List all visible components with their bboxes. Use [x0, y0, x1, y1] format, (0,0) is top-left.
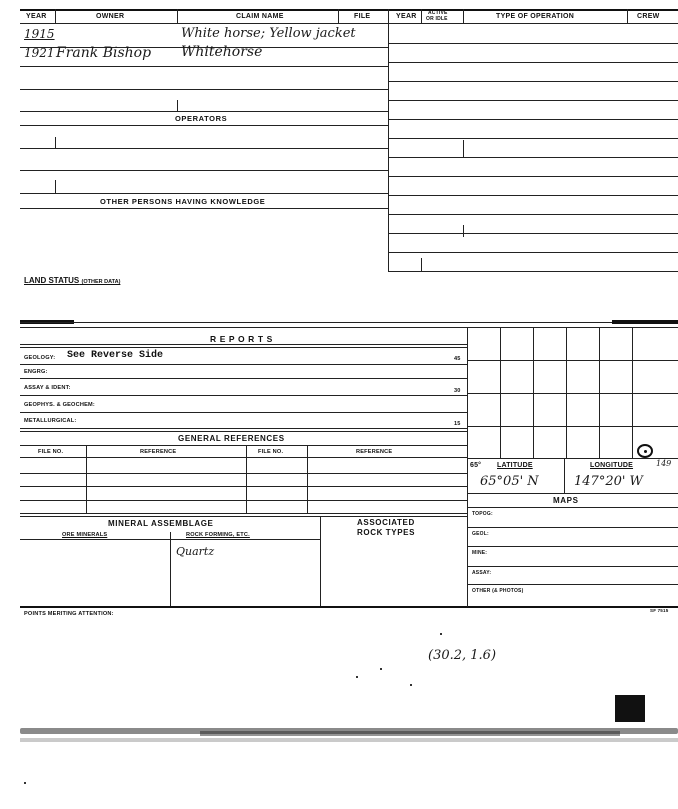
rock-forming-label: ROCK FORMING, ETC. [186, 532, 250, 538]
report-metallurgical-num: 15 [454, 421, 461, 427]
ref-header-file-no-2: FILE NO. [258, 449, 284, 455]
col-header-or-idle: OR IDLE [426, 16, 448, 22]
mineral-assemblage-title: MINERAL ASSEMBLAGE [108, 519, 214, 528]
associated-label: ASSOCIATED [357, 518, 415, 527]
ref-header-reference-2: REFERENCE [356, 449, 393, 455]
report-metallurgical-label: METALLURGICAL: [24, 418, 77, 424]
latitude-prefix: 65° [470, 462, 482, 469]
latitude-value: 65°05' N [480, 474, 539, 489]
col-header-year-2: YEAR [396, 13, 417, 20]
ore-minerals-label: ORE MINERALS [62, 532, 108, 538]
row2-owner: Frank Bishop [56, 45, 152, 61]
col-header-type-of-operation: TYPE OF OPERATION [496, 13, 575, 20]
col-header-owner: OWNER [96, 13, 125, 20]
maps-label: MAPS [553, 496, 579, 505]
operators-label: OPERATORS [175, 114, 228, 123]
coords-note: (30.2, 1.6) [428, 648, 497, 663]
col-header-crew: CREW [637, 13, 660, 20]
points-meriting-attention: POINTS MERITING ATTENTION: [24, 611, 114, 617]
map-row-topog: TOPOG: [472, 511, 493, 517]
rock-types-label: ROCK TYPES [357, 528, 416, 537]
ref-header-file-no-1: FILE NO. [38, 449, 64, 455]
circled-dot-mark [637, 444, 653, 458]
form-code: SF 7515 [650, 608, 669, 613]
map-row-other: OTHER (& PHOTOS) [472, 588, 524, 594]
longitude-value: 147°20' W [574, 474, 643, 489]
report-geophys-label: GEOPHYS. & GEOCHEM: [24, 402, 95, 408]
map-row-mine: MINE: [472, 550, 488, 556]
land-status-label: LAND STATUS (OTHER DATA) [24, 276, 121, 285]
row1-year: 1915 [24, 27, 55, 41]
row2-year: 1921 [24, 46, 55, 60]
rock-forming-value: Quartz [176, 545, 215, 558]
col-header-file: FILE [354, 13, 371, 20]
ref-header-reference-1: REFERENCE [140, 449, 177, 455]
report-geology-label: GEOLOGY: [24, 355, 56, 361]
report-geology-num: 45 [454, 356, 461, 362]
report-assay-num: 30 [454, 388, 461, 394]
general-references-title: GENERAL REFERENCES [178, 434, 285, 443]
longitude-prefix: 149 [656, 459, 672, 468]
longitude-label: LONGITUDE [590, 462, 634, 469]
report-engrg-label: ENGRG: [24, 369, 48, 375]
latitude-label: LATITUDE [497, 462, 533, 469]
black-square-mark [615, 695, 645, 722]
map-row-geol: GEOL: [472, 531, 489, 537]
col-header-active: ACTIVE [428, 10, 448, 16]
row1-claim-name: White horse; Yellow jacket [181, 26, 356, 41]
reports-title: R E P O R T S [210, 334, 273, 344]
col-header-year: YEAR [26, 13, 47, 20]
col-header-claim-name: CLAIM NAME [236, 13, 284, 20]
report-geology-value: See Reverse Side [67, 350, 164, 361]
report-assay-label: ASSAY & IDENT: [24, 385, 71, 391]
map-row-assay: ASSAY: [472, 570, 492, 576]
row2-claim-name: Whitehorse [181, 44, 263, 60]
knowledge-label: OTHER PERSONS HAVING KNOWLEDGE [100, 197, 266, 206]
